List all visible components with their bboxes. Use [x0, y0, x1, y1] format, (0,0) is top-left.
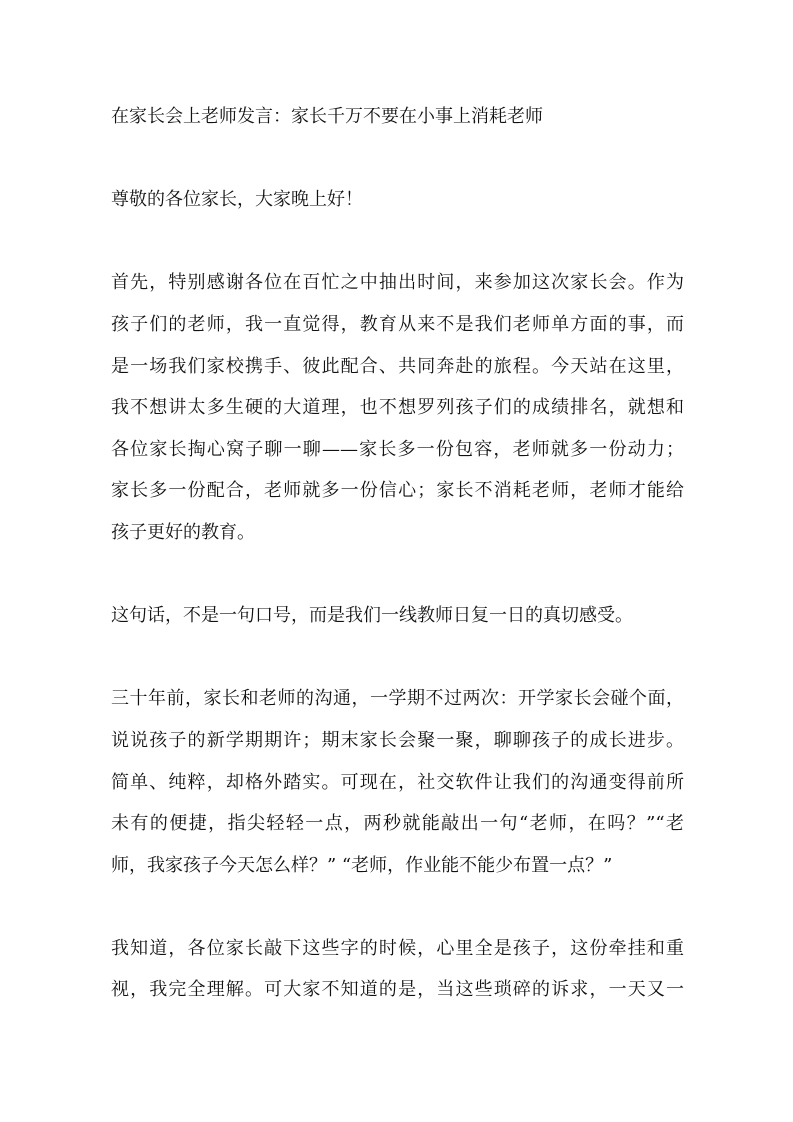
text-line: 师，我家孩子今天怎么样？” “老师，作业能不能少布置一点？” [111, 854, 613, 876]
text-line: 家长多一份配合，老师就多一份信心；家长不消耗老师，老师才能给 [111, 480, 684, 502]
text-line: 是一场我们家校携手、彼此配合、共同奔赴的旅程。今天站在这里， [111, 355, 684, 377]
spacer [111, 138, 684, 180]
text-line: 说说孩子的新学期期许；期末家长会聚一聚，聊聊孩子的成长进步。 [111, 729, 684, 751]
spacer [111, 554, 684, 596]
text-line: 视，我完全理解。可大家不知道的是，当这些琐碎的诉求，一天又一 [111, 979, 684, 1001]
document-title: 在家长会上老师发言：家长千万不要在小事上消耗老师 [111, 106, 543, 127]
text-line: 未有的便捷，指尖轻轻一点，两秒就能敲出一句“老师，在吗？”“老 [111, 813, 684, 835]
text-line: 我不想讲太多生硬的大道理，也不想罗列孩子们的成绩排名，就想和 [111, 397, 684, 419]
text-line: 简单、纯粹，却格外踏实。可现在，社交软件让我们的沟通变得前所 [111, 771, 684, 793]
text-line: 我知道，各位家长敲下这些字的时候，心里全是孩子，这份牵挂和重 [111, 937, 684, 959]
spacer [111, 221, 684, 263]
text-line: 三十年前，家长和老师的沟通，一学期不过两次：开学家长会碰个面， [111, 688, 684, 710]
spacer [111, 637, 684, 679]
paragraph [111, 595, 684, 637]
text-line: 孩子们的老师，我一直觉得，教育从来不是我们老师单方面的事，而 [111, 313, 684, 335]
paragraph [111, 928, 684, 1011]
text-line: 各位家长掏心窝子聊一聊——家长多一份包容，老师就多一份动力； [111, 438, 684, 460]
paragraph [111, 678, 684, 886]
greeting: 尊敬的各位家长，大家晚上好！ [111, 189, 363, 211]
spacer [111, 886, 684, 928]
text-line: 孩子更好的教育。 [111, 521, 255, 543]
text-line: 首先，特别感谢各位在百忙之中抽出时间，来参加这次家长会。作为 [111, 272, 684, 294]
text-line: 这句话，不是一句口号，而是我们一线教师日复一日的真切感受。 [111, 605, 633, 627]
paragraph [111, 262, 684, 553]
document-page [111, 96, 684, 1011]
